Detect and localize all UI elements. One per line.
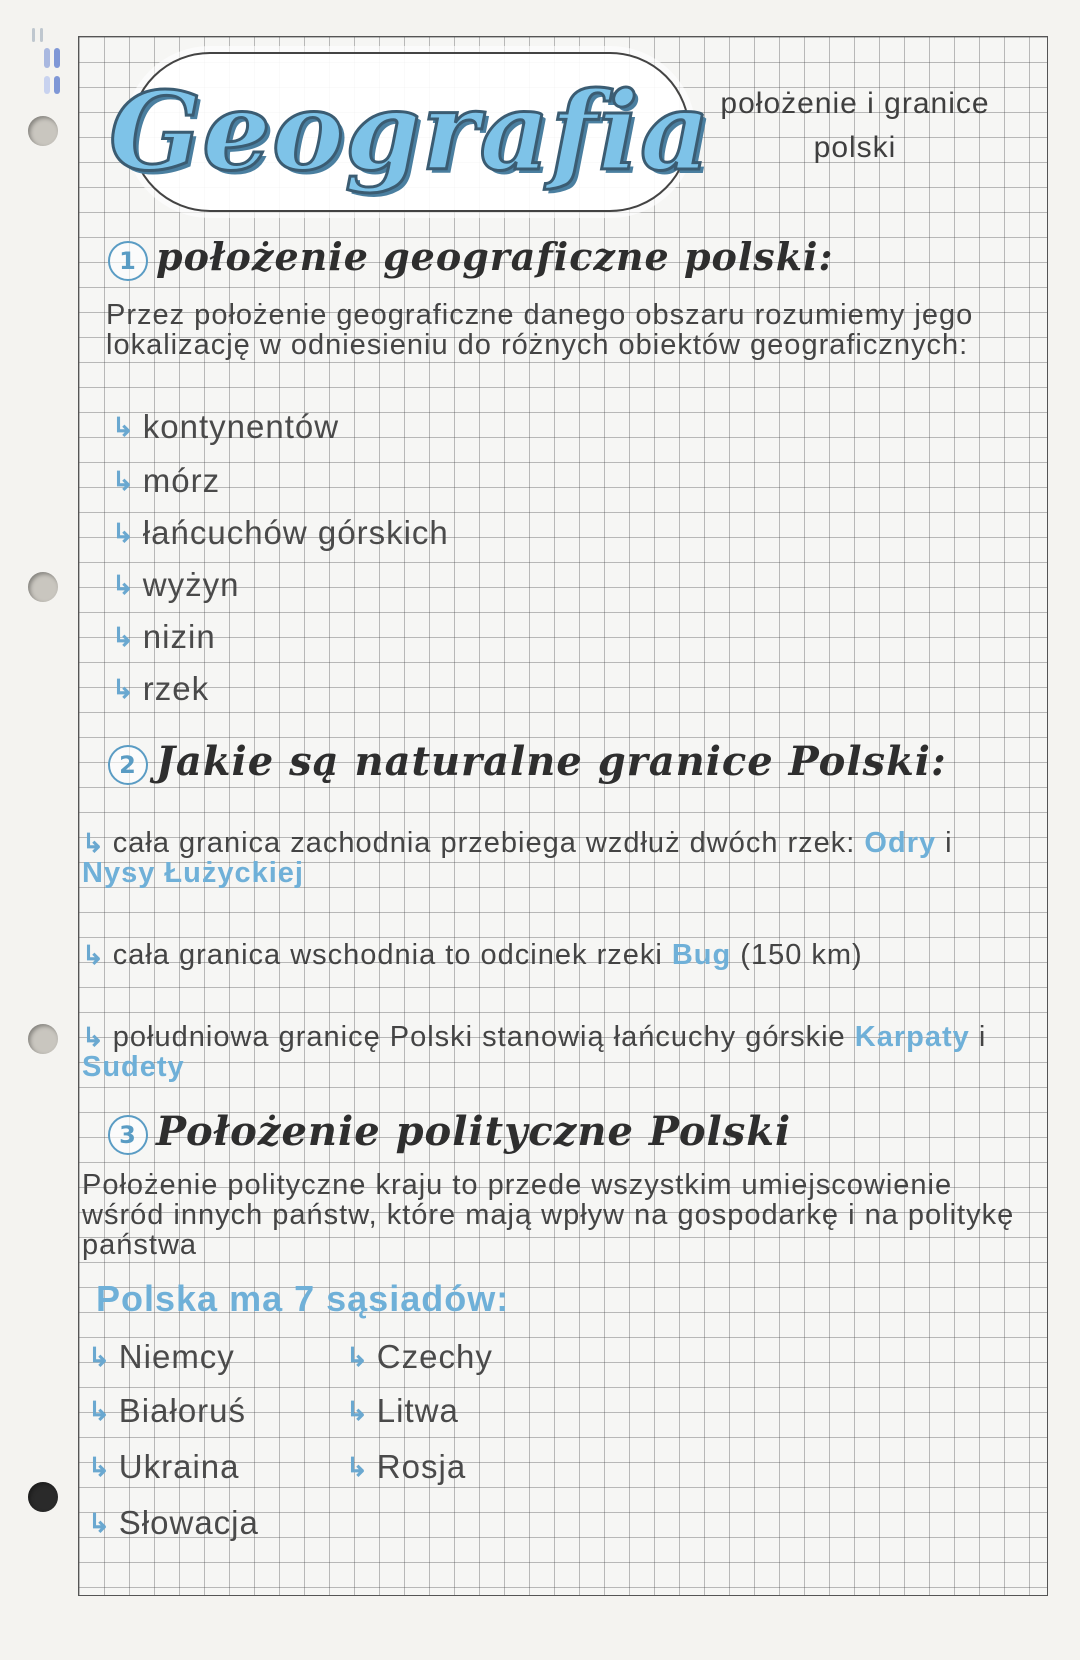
section3-number: 3 <box>108 1115 148 1155</box>
arrow-icon: ↳ <box>88 1395 111 1426</box>
arrow-icon: ↳ <box>82 940 105 970</box>
arrow-icon: ↳ <box>88 1507 111 1538</box>
list-item: ↳ Litwa <box>346 1392 459 1429</box>
section1-heading-text: położenie geograficzne polski: <box>156 234 834 279</box>
arrow-icon: ↳ <box>112 411 135 442</box>
arrow-icon: ↳ <box>346 1451 369 1482</box>
binder-hole <box>28 572 58 602</box>
list-item: ↳ Białoruś <box>88 1392 247 1429</box>
arrow-icon: ↳ <box>112 621 135 652</box>
list-item: ↳ kontynentów <box>112 408 340 445</box>
arrow-icon: ↳ <box>112 465 135 496</box>
arrow-icon: ↳ <box>346 1341 369 1372</box>
list-item: ↳ nizin <box>112 618 216 655</box>
arrow-icon: ↳ <box>112 673 135 704</box>
list-item: ↳ Ukraina <box>88 1448 240 1485</box>
list-item: ↳ Niemcy <box>88 1338 235 1375</box>
list-item: ↳ Rosja <box>346 1448 467 1485</box>
mountains-karpaty: Karpaty <box>854 1021 970 1053</box>
river-bug: Bug <box>671 939 732 971</box>
section1-intro: Przez położenie geograficzne danego obszaru rozumiemy jego lokalizację w odniesieniu do różnych obiektów geograficznych: <box>106 299 974 361</box>
section2-heading <box>108 738 988 785</box>
arrow-icon: ↳ <box>82 828 105 858</box>
section2-item1: ↳ cała granica zachodnia przebiega wzdłuż dwóch rzek: Odry i Nysy Łużyckiej <box>82 827 953 889</box>
list-item: ↳ łańcuchów górskich <box>112 514 449 551</box>
section3-heading <box>108 1108 791 1155</box>
list-item: ↳ wyżyn <box>112 566 240 603</box>
list-item: ↳ rzek <box>112 670 210 707</box>
mountains-sudety: Sudety <box>82 1051 185 1083</box>
arrow-icon: ↳ <box>88 1451 111 1482</box>
arrow-icon: ↳ <box>112 569 135 600</box>
page-title: Geografia <box>109 69 711 195</box>
arrow-icon: ↳ <box>346 1395 369 1426</box>
list-item: ↳ mórz <box>112 462 221 499</box>
arrow-icon: ↳ <box>82 1022 105 1052</box>
binder-hole <box>28 1482 58 1512</box>
page-subtitle: położenie i granice polski <box>720 87 990 164</box>
section3-heading-text: Położenie polityczne Polski <box>156 1108 792 1155</box>
section2-item3: ↳ południowa granicę Polski stanowią łańcuchy górskie Karpaty i Sudety <box>82 1021 987 1083</box>
section3-intro: Położenie polityczne kraju to przede wszystkim umiejscowienie wśród innych państw, które mają wpływ na gospodarkę i na politykę państwa <box>82 1169 1015 1261</box>
section2-item2: ↳ cała granica wschodnia to odcinek rzeki Bug (150 km) <box>82 939 863 971</box>
river-odra: Odry <box>864 827 937 859</box>
binder-hole <box>28 116 58 146</box>
list-item: ↳ Słowacja <box>88 1504 259 1541</box>
list-item: ↳ Czechy <box>346 1338 493 1375</box>
section1-heading <box>108 234 833 281</box>
section1-number: 1 <box>108 241 148 281</box>
arrow-icon: ↳ <box>88 1341 111 1372</box>
neighbors-label: Polska ma 7 sąsiadów: <box>96 1278 510 1319</box>
title-sticker <box>109 52 711 212</box>
section2-heading-text: Jakie są naturalne granice Polski: <box>156 738 947 785</box>
arrow-icon: ↳ <box>112 517 135 548</box>
section2-number: 2 <box>108 745 148 785</box>
binder-hole <box>28 1024 58 1054</box>
binder-tabs <box>14 24 74 114</box>
river-nysa: Nysy Łużyckiej <box>82 857 304 889</box>
